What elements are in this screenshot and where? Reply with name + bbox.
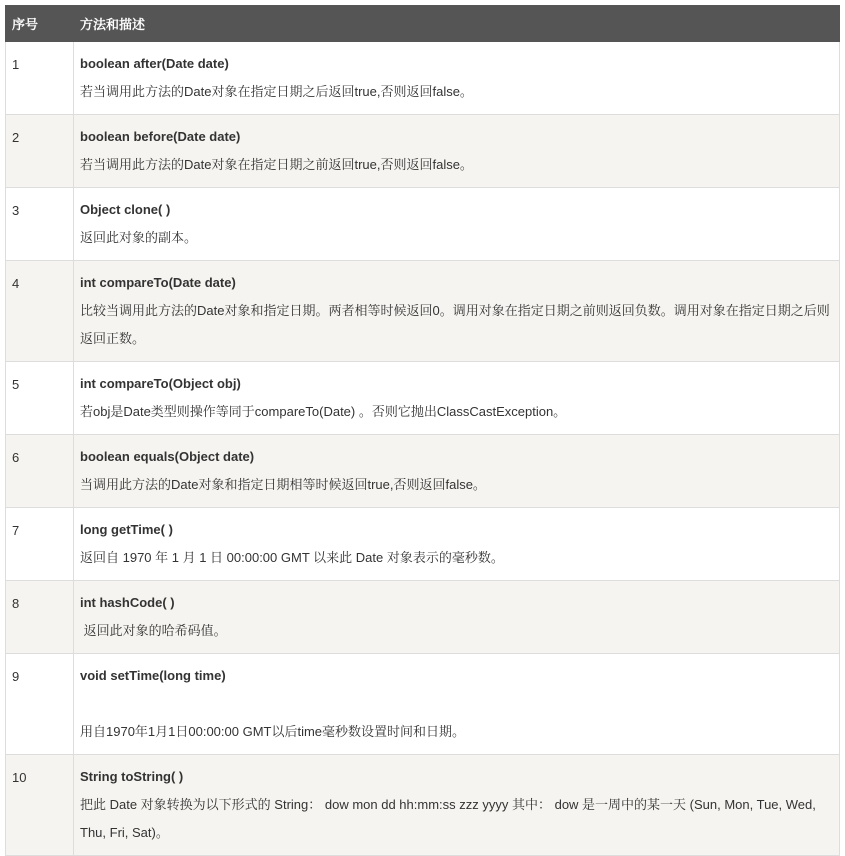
row-index: 3	[6, 188, 74, 261]
row-content	[74, 42, 840, 115]
header-index: 序号	[6, 6, 74, 42]
table-row	[6, 435, 840, 508]
method-signature: int compareTo(Date date)	[80, 275, 236, 290]
method-signature: void setTime(long time)	[80, 668, 226, 683]
table-row	[6, 362, 840, 435]
row-content	[74, 654, 840, 755]
table-row	[6, 261, 840, 362]
row-index: 4	[6, 261, 74, 362]
method-signature: long getTime( )	[80, 522, 173, 537]
method-signature: boolean equals(Object date)	[80, 449, 255, 464]
date-methods-table	[5, 5, 840, 856]
table-row	[6, 115, 840, 188]
method-description: 把此 Date 对象转换为以下形式的 String： dow mon dd hh:mm:ss zzz yyyy 其中： dow 是一周中的某一天 (Sun, Mon, Tue, Wed, Thu, Fri, Sat)。	[80, 797, 816, 840]
row-content	[74, 435, 840, 508]
row-content	[74, 362, 840, 435]
method-signature: Object clone( )	[80, 202, 171, 217]
method-signature: boolean before(Date date)	[80, 129, 241, 144]
method-signature: String toString( )	[80, 769, 184, 784]
row-content	[74, 508, 840, 581]
method-signature: boolean after(Date date)	[80, 56, 229, 71]
method-description: 返回此对象的哈希码值。	[80, 623, 227, 638]
row-index: 8	[6, 581, 74, 654]
method-description: 当调用此方法的Date对象和指定日期相等时候返回true,否则返回false。	[80, 477, 486, 492]
row-content	[74, 581, 840, 654]
table-row	[6, 581, 840, 654]
method-description: 比较当调用此方法的Date对象和指定日期。两者相等时候返回0。调用对象在指定日期之前则返回负数。调用对象在指定日期之后则返回正数。	[80, 303, 830, 346]
methods-table-container	[5, 5, 839, 856]
row-index: 10	[6, 755, 74, 856]
method-description: 若obj是Date类型则操作等同于compareTo(Date) 。否则它抛出ClassCastException。	[80, 404, 567, 419]
row-content	[74, 188, 840, 261]
method-description: 若当调用此方法的Date对象在指定日期之后返回true,否则返回false。	[80, 84, 473, 99]
row-index: 7	[6, 508, 74, 581]
table-row	[6, 508, 840, 581]
row-index: 9	[6, 654, 74, 755]
method-description: 若当调用此方法的Date对象在指定日期之前返回true,否则返回false。	[80, 157, 473, 172]
method-description: 用自1970年1月1日00:00:00 GMT以后time毫秒数设置时间和日期。	[80, 724, 466, 739]
method-signature: int compareTo(Object obj)	[80, 376, 241, 391]
table-header-row	[6, 6, 840, 42]
row-index: 2	[6, 115, 74, 188]
table-row	[6, 654, 840, 755]
row-index: 5	[6, 362, 74, 435]
row-content	[74, 115, 840, 188]
table-row	[6, 42, 840, 115]
table-row	[6, 755, 840, 856]
header-method-description: 方法和描述	[74, 6, 840, 42]
row-index: 1	[6, 42, 74, 115]
row-index: 6	[6, 435, 74, 508]
row-content	[74, 261, 840, 362]
method-signature: int hashCode( )	[80, 595, 175, 610]
method-description: 返回自 1970 年 1 月 1 日 00:00:00 GMT 以来此 Date 对象表示的毫秒数。	[80, 550, 504, 565]
row-content	[74, 755, 840, 856]
method-description: 返回此对象的副本。	[80, 230, 198, 245]
table-row	[6, 188, 840, 261]
